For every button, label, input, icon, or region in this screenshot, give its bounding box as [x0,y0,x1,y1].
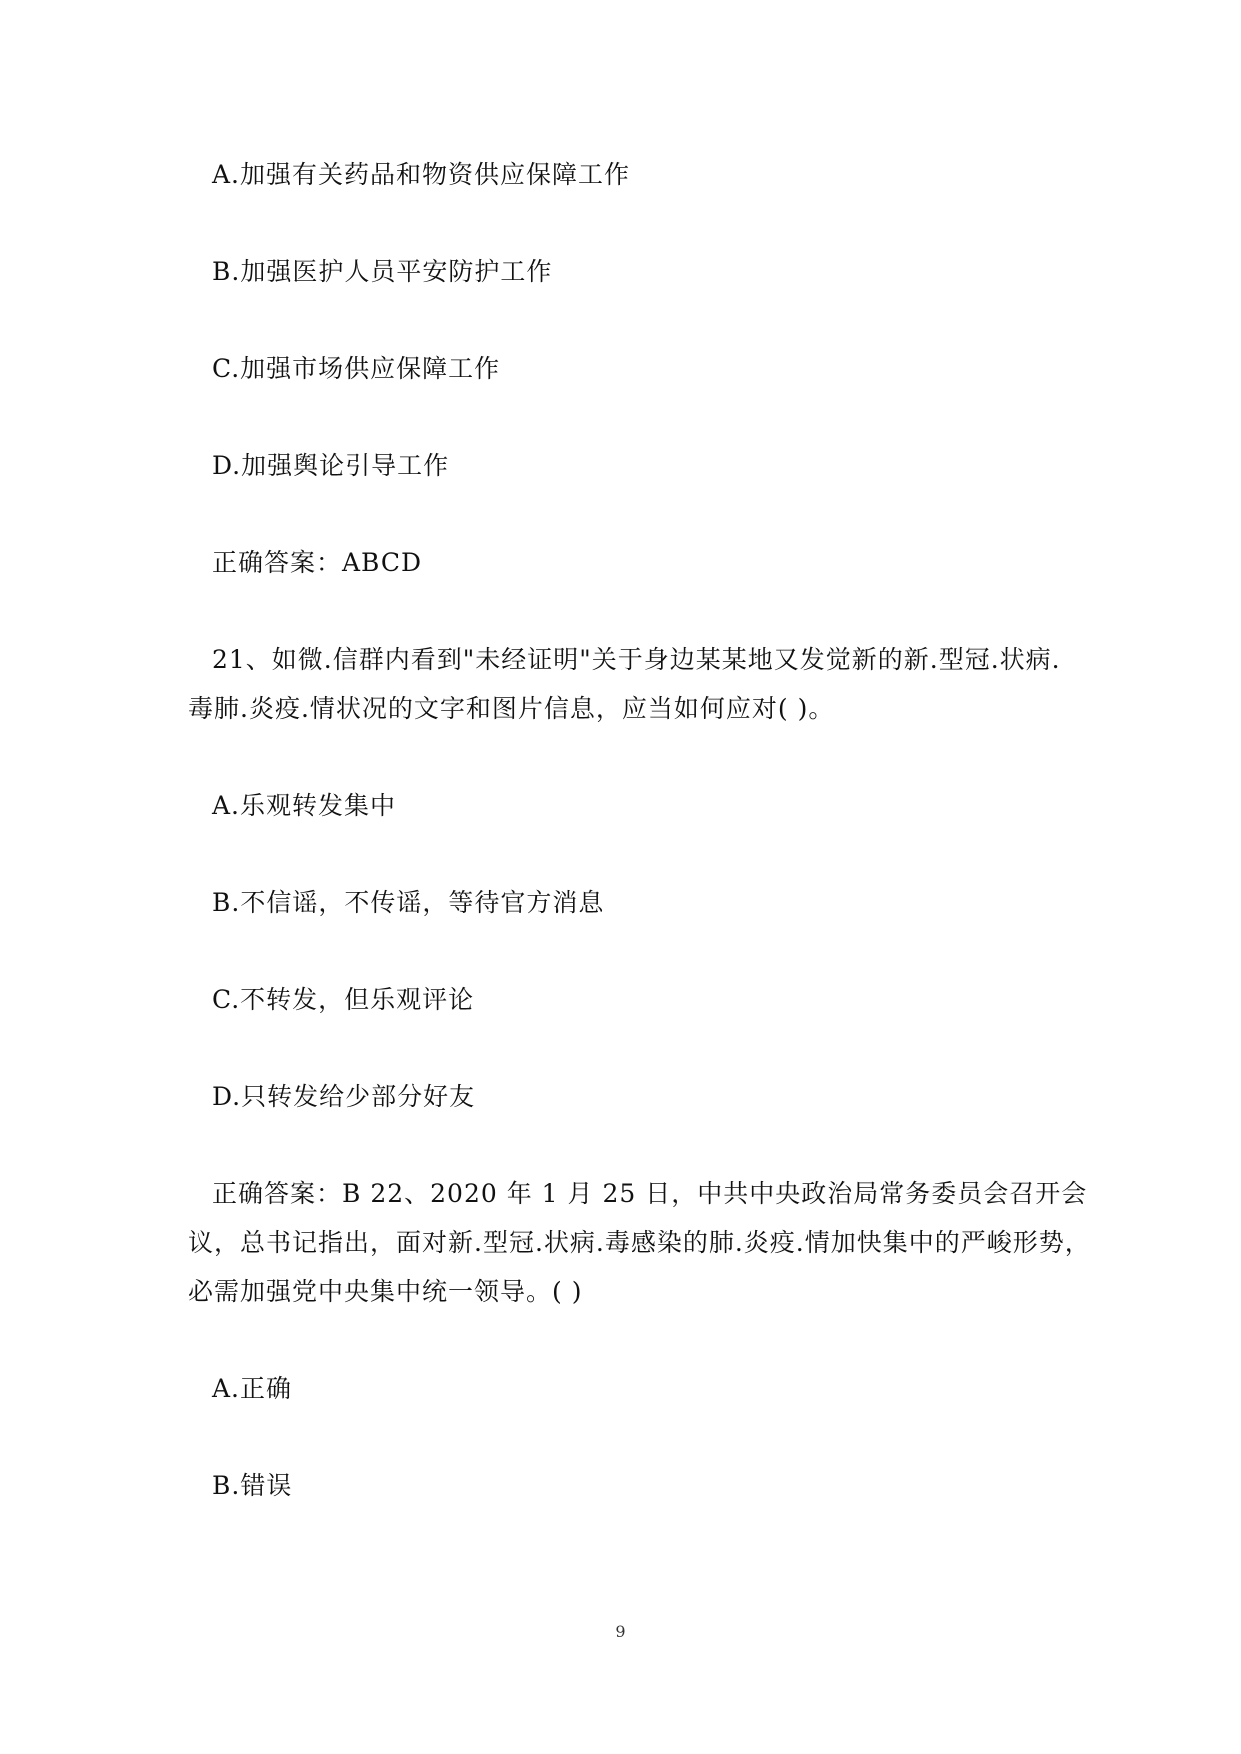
q22-option-a: A.正确 [212,1374,293,1403]
q22-option-b: B.错误 [212,1471,293,1500]
q21-option-c: C.不转发，但乐观评论 [212,985,475,1014]
q20-option-c: C.加强市场供应保障工作 [212,354,501,383]
q21-question-line-1: 21、如微.信群内看到"未经证明"关于身边某某地又发觉新的新.型冠.状病. [212,645,1061,674]
q20-option-b: B.加强医护人员平安防护工作 [212,257,553,286]
q21-option-b: B.不信谣，不传谣，等待官方消息 [212,888,605,917]
q20-answer: 正确答案：ABCD [212,548,423,577]
q20-option-a: A.加强有关药品和物资供应保障工作 [212,160,631,189]
q21-option-a: A.乐观转发集中 [212,791,397,820]
q20-option-d: D.加强舆论引导工作 [212,451,450,480]
q22-question-line-3: 必需加强党中央集中统一领导。( ) [188,1277,583,1306]
q21-option-d: D.只转发给少部分好友 [212,1082,476,1111]
q22-question-line-2: 议，总书记指出，面对新.型冠.状病.毒感染的肺.炎疫.情加快集中的严峻形势， [188,1228,1091,1257]
q21-question-line-2: 毒肺.炎疫.情状况的文字和图片信息，应当如何应对( )。 [188,694,835,723]
q22-question-line-1: 正确答案：B 22、2020 年 1 月 25 日，中共中央政治局常务委员会召开会 [212,1179,1088,1208]
page-number: 9 [615,1622,626,1641]
